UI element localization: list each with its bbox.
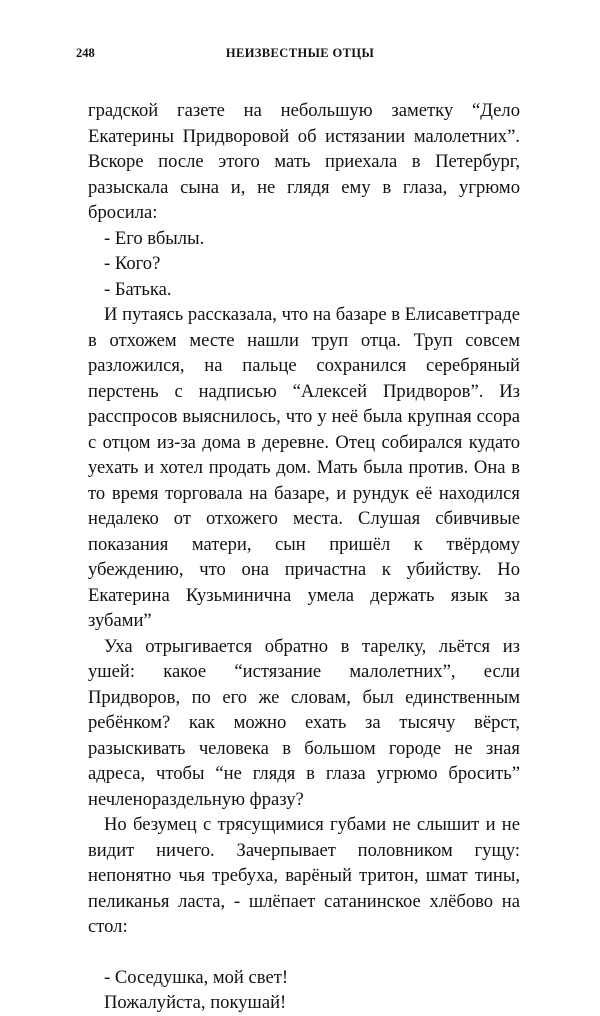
verse-line: Пожалуйста, покушай! (104, 992, 287, 1013)
body-text (88, 98, 520, 1016)
paragraph: И путаясь рассказала, что на базаре в Елисаветграде в отхожем месте нашли труп отца. Труп совсем разложился, на пальце сохранился серебряный перстень с надписью “Алексей Придворов”. Из расспросов выяснилось, что у неё была крупная ссора с отцом из-за дома в деревне. Отец собирался кудато уехать и хотел продать дом. Мать была против. Она в то время торговала на базаре, и рундук её находился недалеко от отхожего места. Слушая сбивчивые показания матери, сын пришёл к твёрдому убеждению, что она причастна к убийству. Но Екатерина Кузьминична умела держать язык за зубами” (88, 304, 520, 631)
running-head (76, 46, 524, 66)
paragraph: Но безумец с трясущимися губами не слышит и не видит ничего. Зачерпывает половником гущу: непонятно чья требуха, варёный тритон, шмат тины, пеликанья ласта, - шлёпает сатанинское хлёбово на стол: (88, 814, 520, 937)
dialogue-line: - Его вбылы. (104, 227, 205, 249)
page-number: 248 (76, 46, 95, 60)
paragraph: Уха отрыгивается обратно в тарелку, льётся из ушей: какое “истязание малолетних”, если Придворов, по его же словам, был единственным ребёнком? как можно ехать за тысячу вёрст, разыскивать человека в большом городе не зная адреса, чтобы “не глядя в глаза угрюмо бросить” нечленораздельную фразу? (88, 635, 520, 810)
dialogue-line: - Батька. (104, 278, 172, 300)
verse-quote (88, 965, 520, 1016)
running-title: НЕИЗВЕСТНЫЕ ОТЦЫ (225, 46, 375, 60)
paragraph-continuation: градской газете на небольшую заметку “Дело Екатерины Придворовой об истязании малолетних”. Вскоре после этого мать приехала в Петербург, разыскала сына и, не глядя ему в глаза, угрюмо бросила: (88, 100, 520, 223)
dialogue-line: - Кого? (104, 253, 161, 274)
verse-line: - Соседушка, мой свет! (104, 966, 289, 988)
